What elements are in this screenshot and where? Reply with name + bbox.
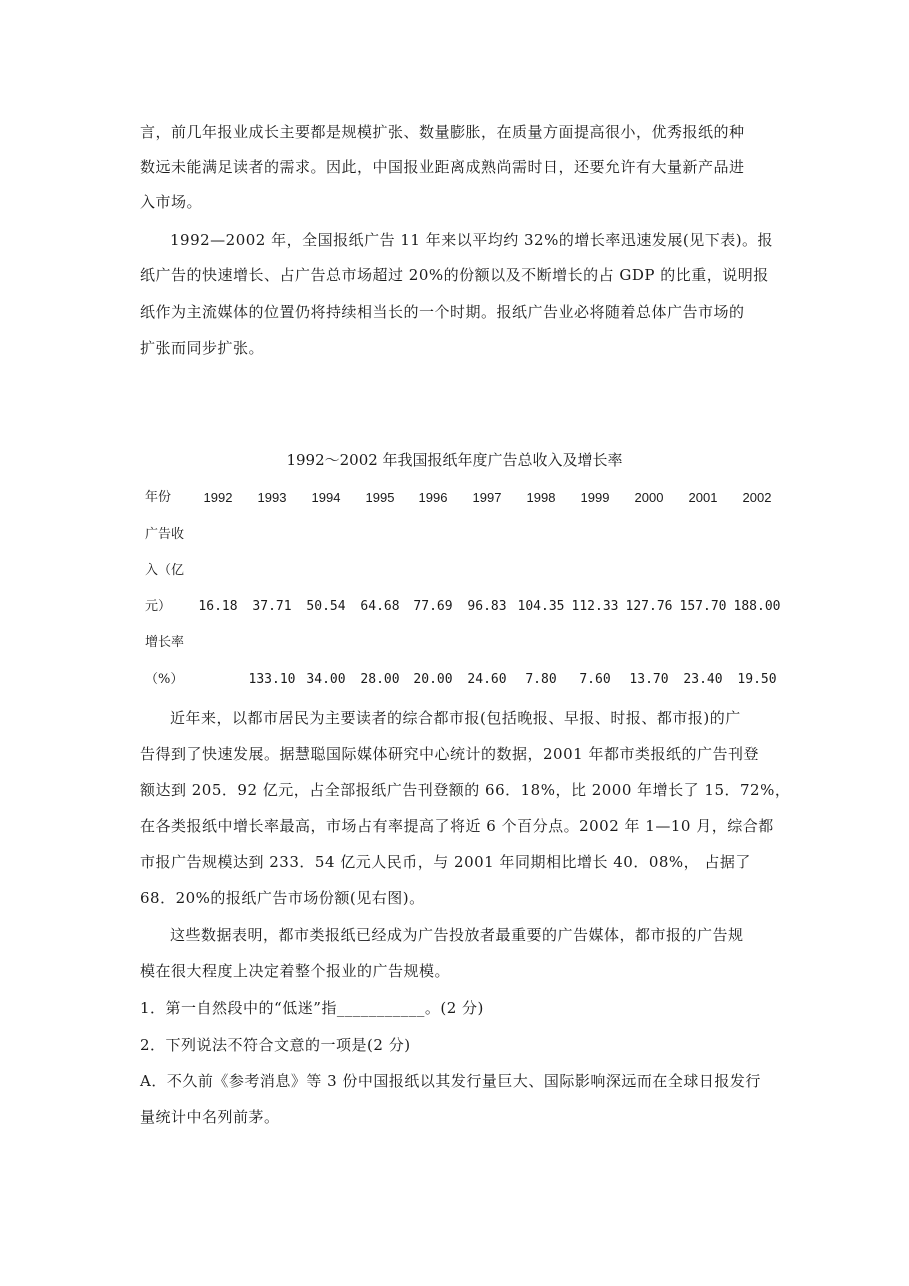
income-row-label-2: 入（亿 <box>145 563 185 578</box>
income-row-label-1: 广告收 <box>145 527 185 542</box>
paragraph-3-line-2: 告得到了快速发展。据慧聪国际媒体研究中心统计的数据，2001 年都市类报纸的广告刊登 <box>140 745 759 763</box>
year-cell: 1993 <box>257 490 287 505</box>
income-cell: 16.18 <box>198 599 238 614</box>
paragraph-3-line-5: 市报广告规模达到 233．54 亿元人民币，与 2001 年同期相比增长 40．08%， 占据了 <box>140 853 751 871</box>
paragraph-1-line-2: 数远未能满足读者的需求。因此，中国报业距离成熟尚需时日，还要允许有大量新产品进 <box>140 158 745 176</box>
growth-cell: 23.40 <box>683 672 723 687</box>
growth-cell: 20.00 <box>413 672 453 687</box>
income-cell: 127.76 <box>625 599 673 614</box>
income-row-label-3: 元） <box>145 599 172 614</box>
income-cell: 157.70 <box>679 599 727 614</box>
income-cell: 104.35 <box>517 599 565 614</box>
paragraph-3-line-1: 近年来，以都市居民为主要读者的综合都市报(包括晚报、早报、时报、都市报)的广 <box>170 709 741 727</box>
year-cell: 1998 <box>526 490 556 505</box>
paragraph-1-line-1: 言，前几年报业成长主要都是规模扩张、数量膨胀，在质量方面提高很小，优秀报纸的种 <box>140 123 745 141</box>
question-1: 1．第一自然段中的“低迷”指___________。(2 分) <box>140 999 484 1017</box>
income-cell: 77.69 <box>413 599 453 614</box>
option-a-line-1: A．不久前《参考消息》等 3 份中国报纸以其发行量巨大、国际影响深远而在全球日报发行 <box>140 1072 761 1090</box>
income-cell: 188.00 <box>733 599 781 614</box>
year-cell: 1999 <box>580 490 610 505</box>
growth-cell: 13.70 <box>629 672 669 687</box>
growth-row-label-1: 增长率 <box>145 635 185 650</box>
table-caption: 1992～2002 年我国报纸年度广告总收入及增长率 <box>286 451 623 469</box>
year-cell: 1992 <box>203 490 233 505</box>
paragraph-1-line-3: 入市场。 <box>140 193 203 211</box>
growth-cell: 7.80 <box>525 672 557 687</box>
option-a-line-2: 量统计中名列前茅。 <box>140 1108 280 1126</box>
question-2: 2．下列说法不符合文意的一项是(2 分) <box>140 1036 411 1054</box>
paragraph-3-line-3: 额达到 205．92 亿元，占全部报纸广告刊登额的 66．18%，比 2000 年增长了 15．72%， <box>140 781 791 799</box>
income-cell: 50.54 <box>306 599 346 614</box>
paragraph-3-line-4: 在各类报纸中增长率最高，市场占有率提高了将近 6 个百分点。2002 年 1—10 月，综合都 <box>140 817 774 835</box>
paragraph-2-line-4: 扩张而同步扩张。 <box>140 339 265 357</box>
income-cell: 96.83 <box>467 599 507 614</box>
growth-cell: 34.00 <box>306 672 346 687</box>
growth-cell: 133.10 <box>248 672 296 687</box>
year-cell: 1995 <box>365 490 395 505</box>
income-cell: 112.33 <box>571 599 619 614</box>
year-cell: 2002 <box>742 490 772 505</box>
paragraph-4-line-2: 模在很大程度上决定着整个报业的广告规模。 <box>140 962 451 980</box>
paragraph-2-line-2: 纸广告的快速增长、占广告总市场超过 20%的份额以及不断增长的占 GDP 的比重，说明报 <box>140 266 769 284</box>
growth-cell: 24.60 <box>467 672 507 687</box>
growth-cell: 28.00 <box>360 672 400 687</box>
paragraph-4-line-1: 这些数据表明，都市类报纸已经成为广告投放者最重要的广告媒体，都市报的广告规 <box>170 926 744 944</box>
paragraph-2-line-3: 纸作为主流媒体的位置仍将持续相当长的一个时期。报纸广告业必将随着总体广告市场的 <box>140 303 745 321</box>
year-cell: 1996 <box>418 490 448 505</box>
growth-row-label-2: （%） <box>145 672 184 687</box>
growth-cell: 7.60 <box>579 672 611 687</box>
income-cell: 64.68 <box>360 599 400 614</box>
year-cell: 1994 <box>311 490 341 505</box>
year-cell: 2000 <box>634 490 664 505</box>
paragraph-2-line-1: 1992—2002 年，全国报纸广告 11 年来以平均约 32%的增长率迅速发展(见下表)。报 <box>170 231 774 249</box>
paragraph-3-line-6: 68．20%的报纸广告市场份额(见右图)。 <box>140 889 425 907</box>
year-cell: 2001 <box>688 490 718 505</box>
income-cell: 37.71 <box>252 599 292 614</box>
year-cell: 1997 <box>472 490 502 505</box>
year-row-label: 年份 <box>145 490 172 505</box>
growth-cell: 19.50 <box>737 672 777 687</box>
